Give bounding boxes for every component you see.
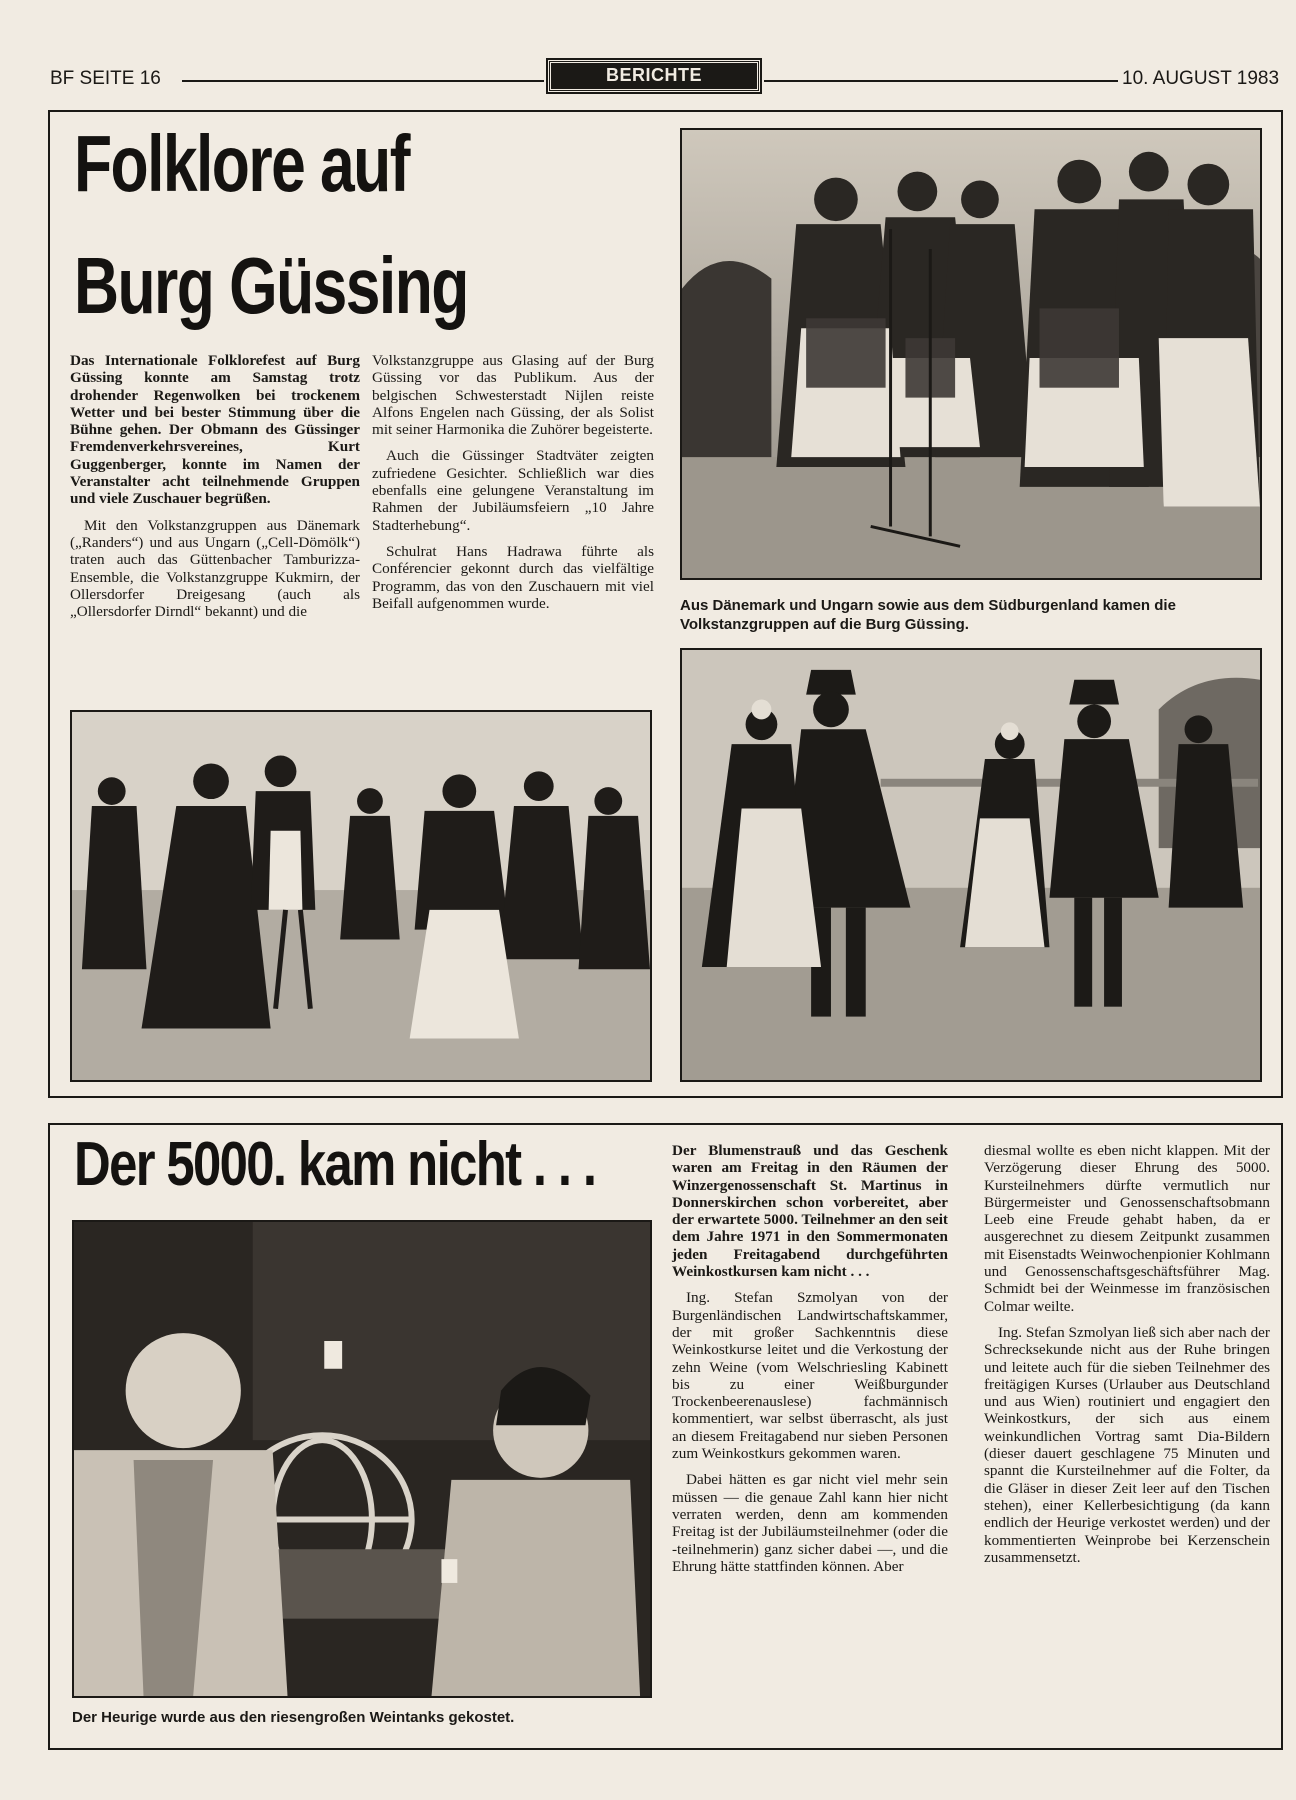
article-folklore-caption: Aus Dänemark und Ungarn sowie aus dem Südburgenland kamen die Volkstanzgruppen auf die Burg Güssing. (680, 597, 1176, 633)
article-folklore-paragraph: Auch die Güssinger Stadtväter zeigten zufriedene Gesichter. Schließlich war dies ebenfalls eine gelungene Veranstaltung im Rahmen der Jubiläumsfeiern „10 Jahre Stadterhebung“. (372, 447, 654, 534)
section-badge: BERICHTE (548, 60, 760, 92)
photo-dancers-group (70, 710, 652, 1082)
article-wine-caption: Der Heurige wurde aus den riesengroßen Weintanks gekostet. (72, 1709, 515, 1726)
photo-wine-tasting (72, 1220, 652, 1698)
article-wine-paragraph: Ing. Stefan Szmolyan von der Burgenländischen Landwirtschaftskammer, der mit großer Sachkenntnis diese Weinkostkurse leitet und die Verkostung der zehn Weine (vom Welschriesling Kabinett bis zu einer Weißburgunder Trockenbeerenauslese) fachmännisch kommentiert, war selbst überrascht, als just an diesem Freitagabend nur sieben Personen zum Weinkostkurs gekommen waren. (672, 1289, 948, 1463)
header-rule-left (182, 80, 544, 82)
article-folklore-paragraph: Schulrat Hans Hadrawa führte als Conférencier gekonnt durch das vielfältige Programm, das von den Zuschauern mit viel Beifall aufgenommen wurde. (372, 542, 654, 612)
article-wine-headline: Der 5000. kam nicht . . . (74, 1130, 596, 1199)
article-wine-lead: Der Blumenstrauß und das Geschenk waren am Freitag in den Räumen der Winzergenossenschaft St. Martinus in Donnerskirchen schon vorbereitet, aber der erwartete 5000. Teilnehmer an den seit dem Jahre 1971 in den Sommermonaten jeden Freitagabend durchgeführten Weinkostkursen kam nicht . . . (672, 1142, 948, 1281)
article-wine-column-2 (984, 1142, 1270, 1575)
article-wine-paragraph: Dabei hätten es gar nicht viel mehr sein müssen — die genaue Zahl kann hier nicht verraten werden, denn am kommenden Freitag ist der Jubiläumsteilnehmer (oder die -teilnehmerin) ganz sicher dabei —, und die Ehrung hätte stattfinden können. Aber (672, 1471, 948, 1575)
photo-singers-in-costume (680, 128, 1262, 580)
article-folklore-headline-line2: Burg Güssing (74, 241, 468, 330)
page-number: BF SEITE 16 (50, 68, 161, 89)
issue-date: 10. AUGUST 1983 (1122, 68, 1280, 89)
article-wine-paragraph: diesmal wollte es eben nicht klappen. Mit der Verzögerung dieser Ehrung des 5000. Kursteilnehmers dürfte vermutlich nur Bürgermeister und Genossenschaftsobmann Leeb eine Freude gehabt haben, da er ausgerechnet zu diesem Zeitpunkt zusammen mit Eisenstadts Weinwochenpionier Kohlmann und Genossenschaftsgeschäftsführer Mag. Schmidt bei der Weinmesse im französischen Colmar weilte. (984, 1142, 1270, 1315)
article-wine-paragraph: Ing. Stefan Szmolyan ließ sich aber nach der Schrecksekunde nicht aus der Ruhe bringen und leitete auch für die sieben Teilnehmer des freitägigen Kurses (Urlauber aus Deutschland und aus Wien) routiniert und engagiert den Weinkostkurs, der sich aus einem weinkundlichen Vortrag samt Dia-Bildern (dieser dauert geschlagene 75 Minuten und spannt die Kursteilnehmer auf die Folter, da die Gläser in dieser Zeit leer auf den Tischen stehen), einer Kellerbesichtigung (da kann endlich der Heurige verkostet werden) und der kommentierten Weinprobe bei Kerzenschein zusammensetzt. (984, 1323, 1270, 1566)
article-folklore-paragraph: Volkstanzgruppe aus Glasing auf der Burg Güssing vor das Publikum. Aus der belgischen Schwesterstadt Nijlen reiste Alfons Engelen nach Güssing, der als Solist mit seiner Harmonika die Zuhörer begeisterte. (372, 352, 654, 439)
header-rule-right (764, 80, 1118, 82)
article-wine-column-1 (672, 1142, 948, 1584)
article-folklore-column-2 (372, 352, 654, 621)
article-folklore-headline-line1: Folklore auf (74, 119, 409, 208)
article-folklore-column-1 (70, 352, 360, 629)
article-folklore-paragraph: Mit den Volkstanzgruppen aus Dänemark („Randers“) und aus Ungarn („Cell-Dömölk“) traten auch das Güttenbacher Tamburizza-Ensemble, die Volkstanzgruppe Kukmirn, der Ollersdorfer Dreigesang (auch als „Ollersdorfer Dirndl“ bekannt) und die (70, 516, 360, 621)
article-folklore-lead: Das Internationale Folklorefest auf Burg Güssing konnte am Samstag trotz drohender Regenwolken bei trockenem Wetter und bei bester Stimmung über die Bühne gehen. Der Obmann des Güssinger Fremdenverkehrsvereines, Kurt Guggenberger, konnte im Namen der Veranstalter acht teilnehmende Gruppen und viele Zuschauer begrüßen. (70, 352, 360, 508)
photo-dancing-couples (680, 648, 1262, 1082)
